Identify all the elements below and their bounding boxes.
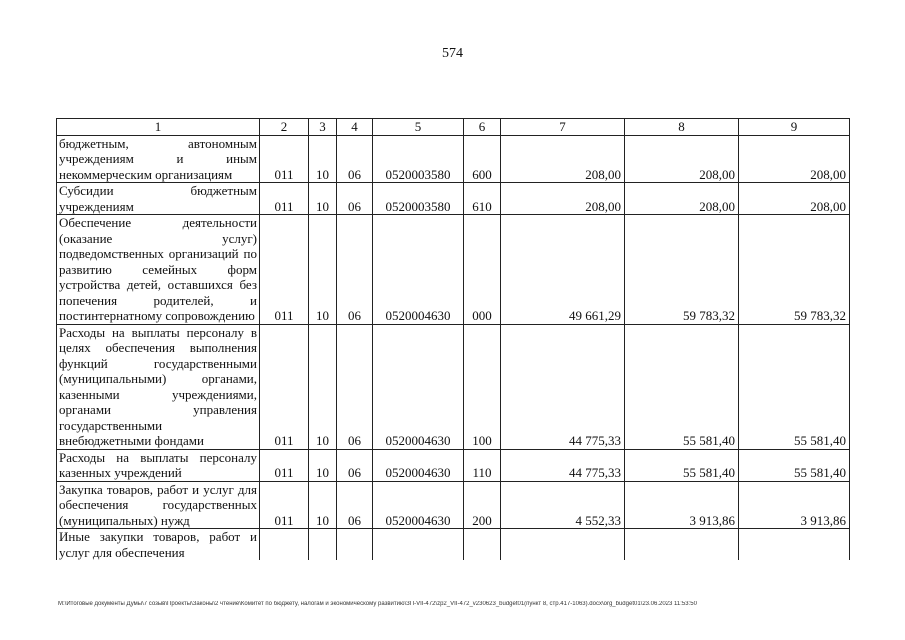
cell-col7: 44 775,33	[501, 449, 625, 481]
table-row-partial	[57, 529, 850, 561]
cell-col4: 06	[337, 324, 373, 449]
cell-col5: 0520004630	[373, 449, 464, 481]
cell-col3	[309, 529, 337, 561]
cell-col8: 59 783,32	[625, 215, 739, 325]
header-cell: 8	[625, 119, 739, 136]
row-name: бюджетным, автономным учреждениям и иным некоммерческим организациям	[57, 135, 260, 183]
cell-col2: 011	[260, 215, 309, 325]
cell-col5: 0520003580	[373, 183, 464, 215]
cell-col9: 55 581,40	[739, 449, 850, 481]
cell-col3: 10	[309, 183, 337, 215]
table-row	[57, 215, 850, 325]
cell-col6: 610	[464, 183, 501, 215]
cell-col8: 55 581,40	[625, 324, 739, 449]
row-name: Расходы на выплаты персоналу в целях обеспечения выполнения функций государственными (муниципальными) органами, казенными учреждениями, органами управления государственными внебюджетными фондами	[57, 324, 260, 449]
cell-col4	[337, 529, 373, 561]
cell-col9	[739, 529, 850, 561]
cell-col5: 0520004630	[373, 215, 464, 325]
cell-col9: 3 913,86	[739, 481, 850, 529]
cell-col2: 011	[260, 324, 309, 449]
header-cell: 6	[464, 119, 501, 136]
cell-col6: 200	[464, 481, 501, 529]
cell-col5: 0520004630	[373, 481, 464, 529]
row-name: Расходы на выплаты персоналу казенных учреждений	[57, 449, 260, 481]
row-name: Обеспечение деятельности (оказание услуг) подведомственных организаций по развитию семейных форм устройства детей, оставшихся без попечения родителей, и постинтернатному сопровождению	[57, 215, 260, 325]
cell-col3: 10	[309, 449, 337, 481]
cell-col7: 49 661,29	[501, 215, 625, 325]
cell-col4: 06	[337, 215, 373, 325]
header-cell: 5	[373, 119, 464, 136]
cell-col6	[464, 529, 501, 561]
table-row	[57, 449, 850, 481]
row-name: Иные закупки товаров, работ и услуг для обеспечения	[57, 529, 260, 561]
cell-col4: 06	[337, 449, 373, 481]
row-name: Закупка товаров, работ и услуг для обеспечения государственных (муниципальных) нужд	[57, 481, 260, 529]
cell-col6: 000	[464, 215, 501, 325]
table-row	[57, 324, 850, 449]
page-number: 574	[442, 46, 463, 61]
header-cell: 1	[57, 119, 260, 136]
header-cell: 4	[337, 119, 373, 136]
cell-col4: 06	[337, 135, 373, 183]
cell-col7: 4 552,33	[501, 481, 625, 529]
cell-col6: 110	[464, 449, 501, 481]
cell-col7: 44 775,33	[501, 324, 625, 449]
cell-col9: 208,00	[739, 183, 850, 215]
cell-col2: 011	[260, 135, 309, 183]
cell-col3: 10	[309, 215, 337, 325]
cell-col8: 55 581,40	[625, 449, 739, 481]
cell-col4: 06	[337, 481, 373, 529]
header-cell: 2	[260, 119, 309, 136]
table-row	[57, 135, 850, 183]
cell-col8: 208,00	[625, 135, 739, 183]
cell-col2: 011	[260, 183, 309, 215]
cell-col8: 208,00	[625, 183, 739, 215]
cell-col5: 0520004630	[373, 324, 464, 449]
cell-col9: 59 783,32	[739, 215, 850, 325]
cell-col5: 0520003580	[373, 135, 464, 183]
cell-col2: 011	[260, 449, 309, 481]
file-path-footer: M:\Итоговые документы Думы\7 созыв\Проекты\Законы\2 чтение\Комитет по бюджету, налогам и экономическому развитию\ЗП-VII-472\zp2_VII-472_v230623_budget01(пункт 8, стр.417-1063).docx\org_budget01\23.06.2023 11:53:50	[58, 601, 697, 607]
cell-col8	[625, 529, 739, 561]
header-row	[57, 119, 850, 136]
cell-col2: 011	[260, 481, 309, 529]
cell-col2	[260, 529, 309, 561]
cell-col7	[501, 529, 625, 561]
row-name: Субсидии бюджетным учреждениям	[57, 183, 260, 215]
cell-col9: 55 581,40	[739, 324, 850, 449]
cell-col3: 10	[309, 135, 337, 183]
cell-col8: 3 913,86	[625, 481, 739, 529]
cell-col4: 06	[337, 183, 373, 215]
header-cell: 9	[739, 119, 850, 136]
cell-col7: 208,00	[501, 183, 625, 215]
header-cell: 3	[309, 119, 337, 136]
cell-col6: 100	[464, 324, 501, 449]
cell-col6: 600	[464, 135, 501, 183]
header-cell: 7	[501, 119, 625, 136]
cell-col9: 208,00	[739, 135, 850, 183]
cell-col5	[373, 529, 464, 561]
table-row	[57, 183, 850, 215]
table-row	[57, 481, 850, 529]
cell-col3: 10	[309, 481, 337, 529]
cell-col3: 10	[309, 324, 337, 449]
cell-col7: 208,00	[501, 135, 625, 183]
budget-table	[56, 118, 850, 560]
